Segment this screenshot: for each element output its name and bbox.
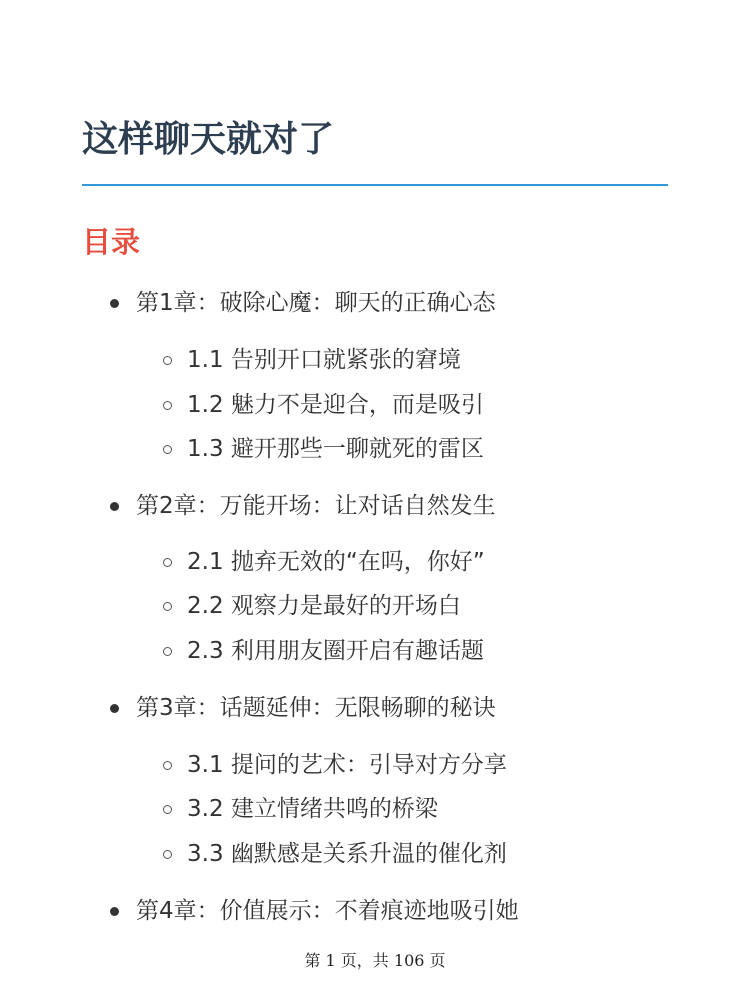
- toc-chapter-2[interactable]: [110, 489, 496, 523]
- toc-chapter-3[interactable]: [110, 691, 496, 725]
- section-label: 3.2 建立情绪共鸣的桥梁: [187, 796, 438, 822]
- toc-section-2-2[interactable]: [163, 589, 461, 623]
- section-label: 2.2 观察力是最好的开场白: [187, 593, 461, 619]
- hollow-bullet-icon: [163, 558, 172, 567]
- hollow-bullet-icon: [163, 850, 172, 859]
- chapter-label: 第4章：价值展示：不着痕迹地吸引她: [136, 898, 519, 924]
- toc-section-2-1[interactable]: [163, 545, 485, 579]
- section-label: 2.3 利用朋友圈开启有趣话题: [187, 638, 484, 664]
- toc-chapter-1[interactable]: [110, 286, 496, 320]
- hollow-bullet-icon: [163, 761, 172, 770]
- toc-section-3-2[interactable]: [163, 792, 438, 826]
- chapter-label: 第1章：破除心魔：聊天的正确心态: [136, 290, 496, 316]
- bullet-icon: [110, 907, 119, 916]
- hollow-bullet-icon: [163, 356, 172, 365]
- toc-heading: 目录: [82, 225, 141, 259]
- bullet-icon: [110, 704, 119, 713]
- bullet-icon: [110, 299, 119, 308]
- hollow-bullet-icon: [163, 647, 172, 656]
- chapter-label: 第3章：话题延伸：无限畅聊的秘诀: [136, 695, 496, 721]
- hollow-bullet-icon: [163, 805, 172, 814]
- chapter-label: 第2章：万能开场：让对话自然发生: [136, 493, 496, 519]
- toc-section-1-3[interactable]: [163, 432, 484, 466]
- section-label: 3.1 提问的艺术：引导对方分享: [187, 752, 507, 778]
- hollow-bullet-icon: [163, 401, 172, 410]
- section-label: 3.3 幽默感是关系升温的催化剂: [187, 841, 507, 867]
- toc-section-1-2[interactable]: [163, 388, 484, 422]
- section-label: 1.2 魅力不是迎合，而是吸引: [187, 392, 484, 418]
- page-number: 第 1 页，共 106 页: [304, 951, 446, 970]
- toc-section-3-1[interactable]: [163, 748, 507, 782]
- toc-section-1-1[interactable]: [163, 343, 461, 377]
- toc-section-3-3[interactable]: [163, 837, 507, 871]
- section-label: 2.1 抛弃无效的“在吗，你好”: [187, 549, 485, 575]
- section-label: 1.1 告别开口就紧张的窘境: [187, 347, 461, 373]
- book-title: 这样聊天就对了: [82, 119, 335, 160]
- bullet-icon: [110, 502, 119, 511]
- hollow-bullet-icon: [163, 602, 172, 611]
- toc-chapter-4[interactable]: [110, 894, 519, 928]
- toc-section-2-3[interactable]: [163, 634, 484, 668]
- section-label: 1.3 避开那些一聊就死的雷区: [187, 436, 484, 462]
- hollow-bullet-icon: [163, 445, 172, 454]
